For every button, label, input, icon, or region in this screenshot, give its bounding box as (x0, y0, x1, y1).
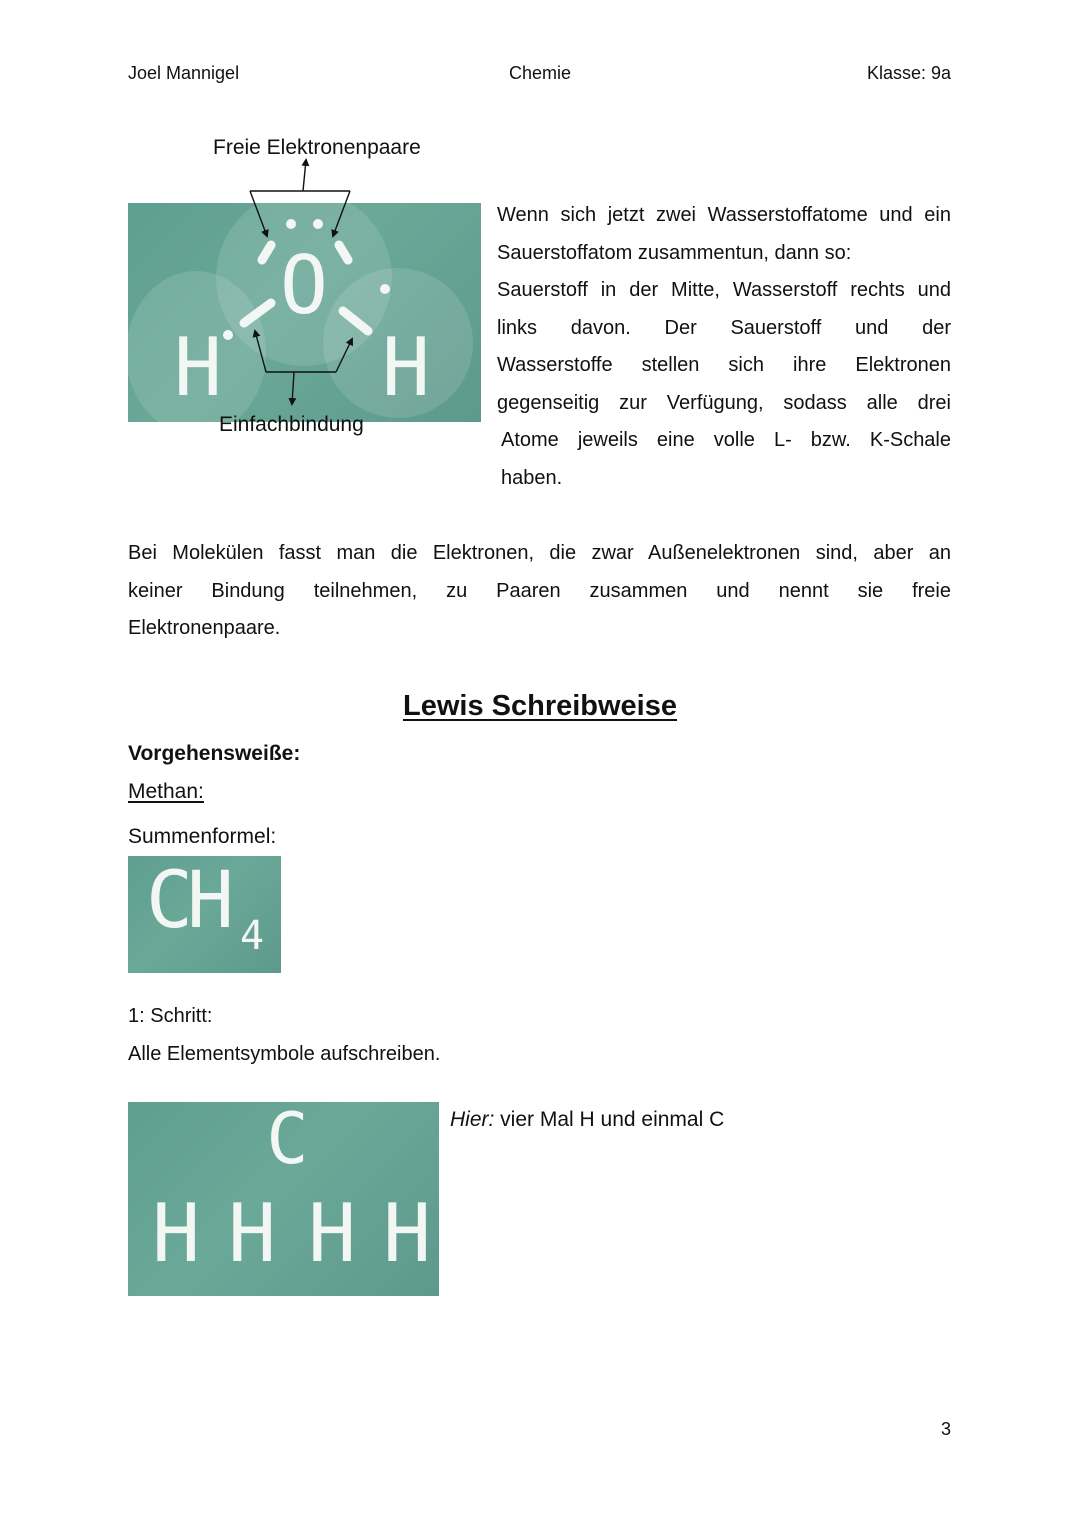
paragraph-line: Bei Molekülen fasst man die Elektronen, die zwar Außenelektronen sind, aber an (128, 542, 951, 564)
paragraph-line: Elektronenpaare. (128, 617, 281, 639)
symbol-h: H (228, 1187, 277, 1280)
label-free-electron-pairs: Freie Elektronenpaare (213, 136, 421, 159)
hint-text (450, 1108, 724, 1132)
header-subject: Chemie (509, 63, 572, 83)
section-title-wrap (0, 690, 1080, 723)
procedure-label: Vorgehensweiße: (128, 742, 301, 765)
page-number: 3 (940, 1419, 951, 1439)
paragraph-line: keiner Bindung teilnehmen, zu Paaren zusammen und nennt sie freie (128, 579, 951, 602)
paragraph-line: Wenn sich jetzt zwei Wasserstoffatome und ein (497, 204, 951, 226)
element-symbols-image (128, 1098, 439, 1296)
hint-rest: vier Mal H und einmal C (494, 1108, 725, 1131)
header-author: Joel Mannigel (128, 63, 240, 83)
hint-italic: Hier: (450, 1108, 495, 1131)
atom-o-center: O (279, 239, 329, 332)
label-single-bond: Einfachbindung (219, 413, 364, 436)
atom-h-right: H (381, 321, 431, 414)
paragraph-line: links davon. Der Sauerstoff und der (497, 316, 951, 339)
step1-title: 1: Schritt: (128, 1005, 213, 1027)
symbol-h: H (308, 1187, 357, 1280)
molecule-paragraph (128, 535, 951, 648)
paragraph-line: Atome jeweils eine volle L- bzw. K-Schale (501, 429, 951, 451)
paragraph-line: Sauerstoff in der Mitte, Wasserstoff rechts und (497, 279, 951, 301)
sum-formula-label: Summenformel: (128, 825, 277, 848)
step1-text: Alle Elementsymbole aufschreiben. (128, 1043, 441, 1065)
section-title: Lewis Schreibweise (402, 690, 677, 722)
symbol-h: H (383, 1187, 432, 1280)
water-description (497, 197, 951, 497)
formula-main: CH (146, 856, 228, 946)
symbol-h: H (152, 1187, 201, 1280)
methane-formula-image (128, 856, 281, 973)
paragraph-line: haben. (501, 466, 563, 489)
paragraph-line: Sauerstoffatom zusammentun, dann so: (497, 241, 852, 264)
symbol-c: C (266, 1098, 309, 1180)
atom-h-left: H (173, 321, 223, 414)
header-class: Klasse: 9a (866, 63, 951, 83)
paragraph-line: Wasserstoffe stellen sich ihre Elektronen (497, 354, 951, 376)
methane-label: Methan: (128, 780, 204, 803)
formula-subscript: 4 (240, 913, 265, 959)
paragraph-line: gegenseitig zur Verfügung, sodass alle drei (497, 391, 951, 414)
